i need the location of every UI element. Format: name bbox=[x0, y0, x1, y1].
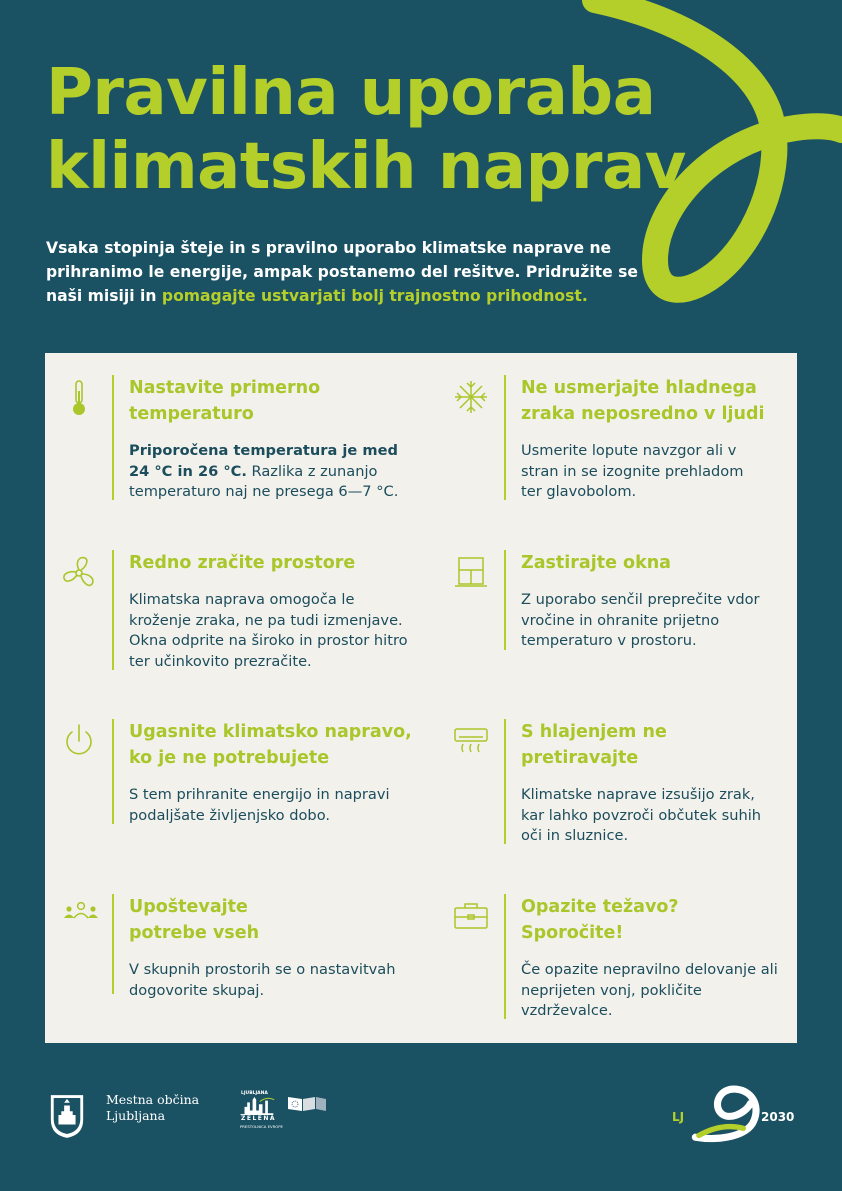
tip-body: Klimatska naprava omogoča le kroženje zraka, ne pa tudi izmenjave. Okna odprite na široko in prostor hitro ter učinkovito prezračite. bbox=[129, 591, 408, 670]
tip-heading: Redno zračite prostore bbox=[129, 553, 356, 573]
title-line-1: Pravilna uporaba bbox=[46, 56, 656, 130]
tip-body: Usmerite lopute navzgor ali v stran in se izognite prehladom ter glavobolom. bbox=[521, 442, 744, 500]
eu-partner-logo-icon bbox=[287, 1094, 327, 1114]
tip-heading: Opazite težavo? Sporočite! bbox=[521, 897, 679, 943]
tip-switch-off bbox=[45, 719, 412, 829]
tip-report-problem bbox=[437, 894, 777, 1024]
title-line-2: klimatskih naprav bbox=[46, 130, 686, 204]
tip-body: Klimatske naprave izsušijo zrak, kar lahko povzroči občutek suhih oči in sluznice. bbox=[521, 786, 761, 844]
intro-text: Vsaka stopinja šteje in s pravilno uporabo klimatske naprave ne prihranimo le energije, ampak postanemo del rešitve. Pridružite se naši misiji in bbox=[46, 239, 638, 305]
window-blind-icon bbox=[451, 552, 491, 592]
tip-divider bbox=[504, 894, 506, 1019]
tip-divider bbox=[112, 375, 114, 500]
thermometer-icon bbox=[59, 377, 99, 417]
tip-heading: S hlajenjem ne pretiravajte bbox=[521, 722, 667, 768]
lj-label: LJ bbox=[672, 1110, 685, 1124]
tip-airflow bbox=[437, 375, 777, 505]
tip-body: V skupnih prostorih se o nastavitvah dogovorite skupaj. bbox=[129, 961, 396, 999]
snowflake-icon bbox=[451, 377, 491, 417]
green-capital-city: LJUBLJANA bbox=[241, 1091, 268, 1096]
tip-heading: Ne usmerjajte hladnega zraka neposredno v ljudi bbox=[521, 378, 765, 424]
municipality-line-2: Ljubljana bbox=[106, 1108, 166, 1123]
tip-divider bbox=[504, 550, 506, 650]
people-icon bbox=[59, 896, 103, 936]
tips-card bbox=[45, 353, 797, 1043]
tip-heading: Nastavite primerno temperaturo bbox=[129, 378, 321, 424]
tip-temperature bbox=[45, 375, 399, 505]
year-label: 2030 bbox=[761, 1110, 795, 1124]
ljubljana-crest-icon bbox=[48, 1092, 86, 1140]
municipality-name bbox=[106, 1092, 199, 1124]
intro-highlight: pomagajte ustvarjati bolj trajnostno prihodnost. bbox=[161, 287, 588, 305]
tip-divider bbox=[504, 375, 506, 500]
tip-ventilate bbox=[45, 550, 408, 675]
tip-body: Če opazite nepravilno delovanje ali neprijeten vonj, pokličite vzdrževalce. bbox=[521, 961, 778, 1019]
intro-paragraph bbox=[46, 236, 646, 308]
tip-consider-others bbox=[45, 894, 396, 1004]
air-conditioner-icon bbox=[451, 721, 491, 761]
tip-divider bbox=[112, 550, 114, 670]
tip-shade-windows bbox=[437, 550, 777, 660]
tip-heading: Upoštevajte potrebe vseh bbox=[129, 897, 260, 943]
tip-body: Z uporabo senčil preprečite vdor vročine in ohranite prijetno temperaturo v prostoru. bbox=[521, 591, 760, 649]
municipality-line-1: Mestna občina bbox=[106, 1092, 200, 1107]
toolbox-icon bbox=[451, 896, 491, 936]
power-icon bbox=[59, 721, 99, 761]
green-capital-subtitle: PRESTOLNICA EVROPE bbox=[240, 1124, 283, 1129]
tip-body bbox=[129, 441, 419, 503]
tip-heading: Zastirajte okna bbox=[521, 553, 671, 573]
fan-icon bbox=[59, 552, 99, 592]
tip-divider bbox=[112, 719, 114, 824]
footer bbox=[0, 1060, 842, 1191]
tip-body-text: Razlika z zunanjo temperaturo naj ne presega 6—7 °C. bbox=[129, 462, 399, 500]
tip-body-bold: Priporočena temperatura je med 24 °C in 26 °C. bbox=[129, 442, 398, 480]
green-capital-title: ZELENA bbox=[241, 1115, 277, 1122]
green-capital-skyline-icon bbox=[240, 1096, 276, 1116]
tip-body: S tem prihranite energijo in napravi podaljšate življenjsko dobo. bbox=[129, 786, 390, 824]
tip-moderate-cooling bbox=[437, 719, 777, 849]
lj2030-logo-icon bbox=[690, 1082, 770, 1148]
tip-divider bbox=[504, 719, 506, 844]
page-title bbox=[46, 56, 686, 204]
tip-heading: Ugasnite klimatsko napravo, ko je ne potrebujete bbox=[129, 722, 412, 768]
tip-divider bbox=[112, 894, 114, 994]
